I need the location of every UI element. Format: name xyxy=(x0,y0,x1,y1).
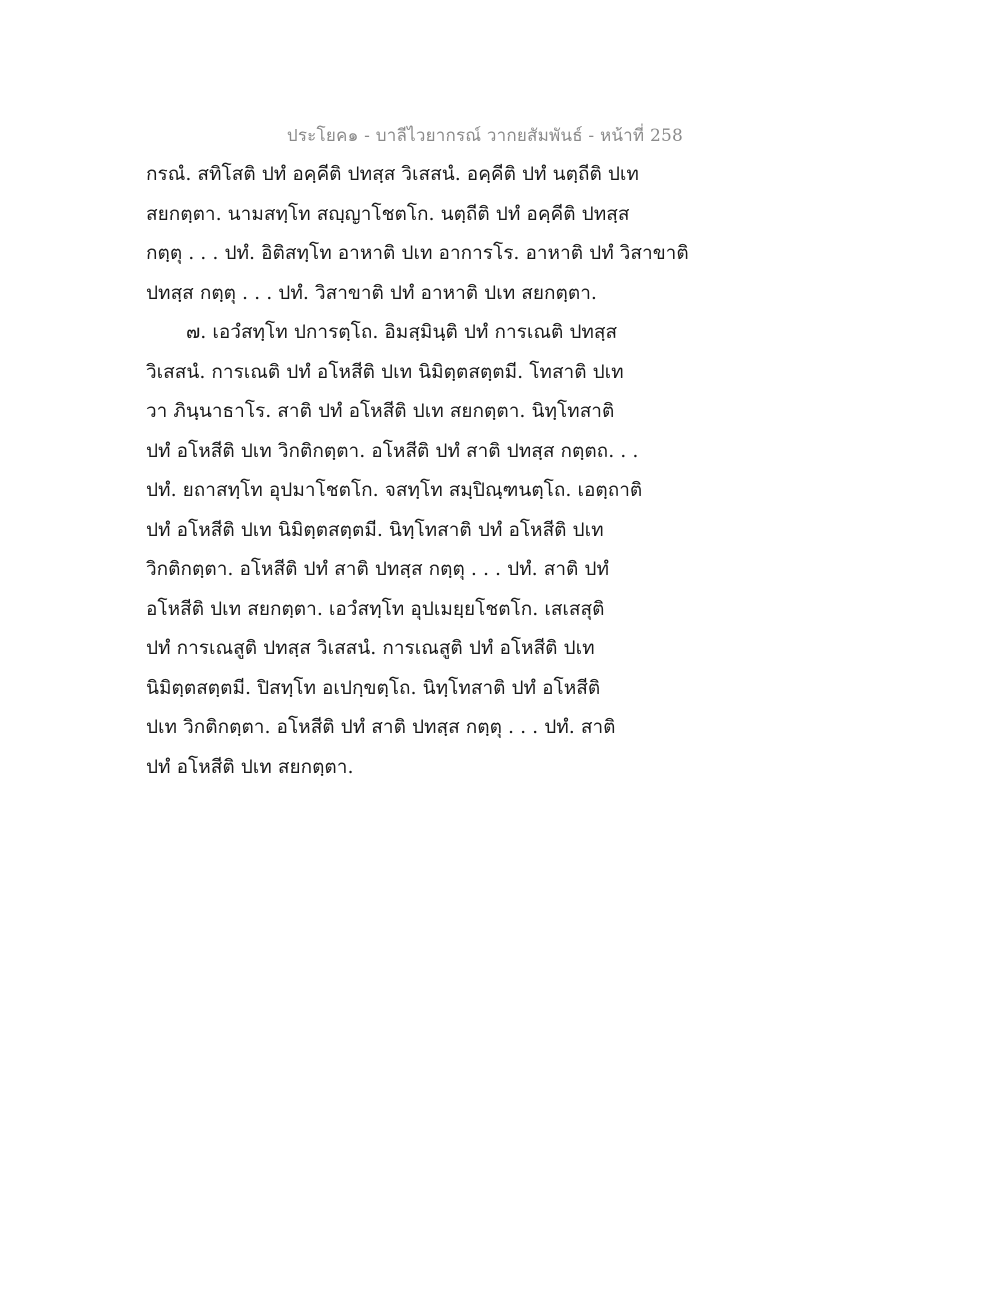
text-line: วิกติกตฺตา. อโหสีติ ปทํ สาติ ปทสฺส กตฺตุ . . . ปทํ. สาติ ปทํ xyxy=(146,558,609,580)
text-line: อโหสีติ ปเท สยกตฺตา. เอวํสทฺโท อุปเมยฺยโชตโก. เสเสสุติ xyxy=(146,597,605,620)
text-line: ปทํ การเณสูติ ปทสฺส วิเสสนํ. การเณสูติ ปทํ อโหสีติ ปเท xyxy=(146,637,595,659)
text-line: กรณํ. สทิโสติ ปทํ อคฺคีติ ปทสฺส วิเสสนํ. อคฺคีติ ปทํ นตฺถีติ ปเท xyxy=(146,163,639,185)
text-line: ปเท วิกติกตฺตา. อโหสีติ ปทํ สาติ ปทสฺส กตฺตุ . . . ปทํ. สาติ xyxy=(146,716,616,738)
text-line: ปทํ อโหสีติ ปเท สยกตฺตา. xyxy=(146,755,354,778)
text-line: ปทํ อโหสีติ ปเท วิกติกตฺตา. อโหสีติ ปทํ สาติ ปทสฺส กตฺตถ. . . xyxy=(146,439,639,462)
text-line: สยกตฺตา. นามสทฺโท สญฺญาโชตโก. นตฺถีติ ปทํ อคฺคีติ ปทสฺส xyxy=(146,202,630,225)
text-line: ปทสฺส กตฺตุ . . . ปทํ. วิสาขาติ ปทํ อาหาติ ปเท สยกตฺตา. xyxy=(146,281,597,304)
text-line: นิมิตฺตสตฺตมี. ปิสทฺโท อเปกฺขตฺโถ. นิทฺโทสาติ ปทํ อโหสีติ xyxy=(146,676,601,699)
text-line: กตฺตุ . . . ปทํ. อิติสทฺโท อาหาติ ปเท อาการโร. อาหาติ ปทํ วิสาขาติ xyxy=(146,242,689,264)
running-header: ประโยค๑ - บาลีไวยากรณ์ วากยสัมพันธ์ - หน้าที่ 258 xyxy=(286,126,683,146)
text-line: ปทํ. ยถาสทฺโท อุปมาโชตโก. จสทฺโท สมฺปิณฺฑนตฺโถ. เอตฺถาติ xyxy=(146,479,643,501)
text-line: วิเสสนํ. การเณติ ปทํ อโหสีติ ปเท นิมิตฺตสตฺตมี. โทสาติ ปเท xyxy=(146,360,624,383)
paragraph-start-line: ๗. เอวํสทฺโท ปการตฺโถ. อิมสฺมินฺติ ปทํ การเณติ ปทสฺส xyxy=(186,321,618,343)
text-line: วา ภินฺนาธาโร. สาติ ปทํ อโหสีติ ปเท สยกตฺตา. นิทฺโทสาติ xyxy=(146,400,615,422)
body-text xyxy=(146,155,706,787)
text-line: ปทํ อโหสีติ ปเท นิมิตฺตสตฺตมี. นิทฺโทสาติ ปทํ อโหสีติ ปเท xyxy=(146,518,604,541)
